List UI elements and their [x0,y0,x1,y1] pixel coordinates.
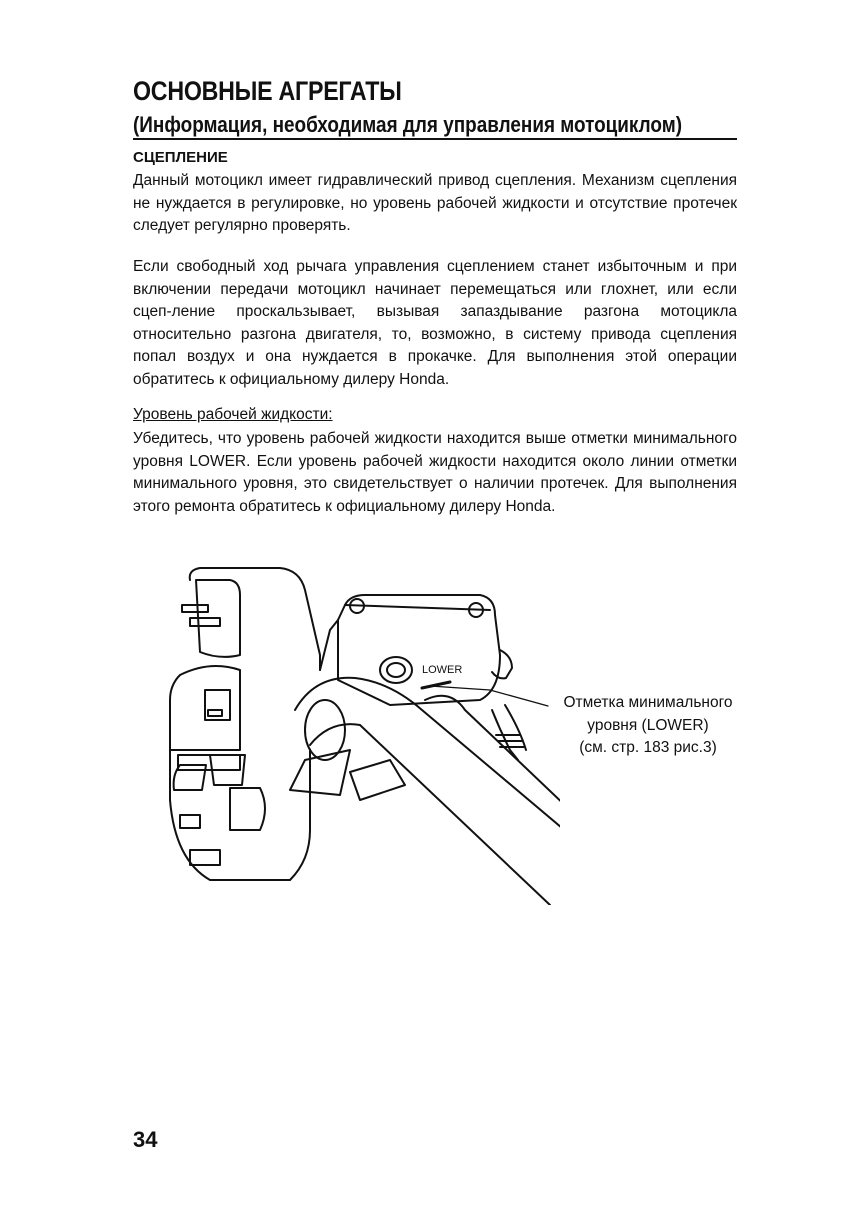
paragraph-intro: Данный мотоцикл имеет гидравлический привод сцепления. Механизм сцепления не нуждается в регулировке, но уровень рабочей жидкости и отсутствие протечек следует регулярно проверять. [133,172,737,234]
page-number: 34 [133,1127,158,1152]
switch-housing [170,568,320,880]
title-underline [133,138,737,140]
page-title: ОСНОВНЫЕ АГРЕГАТЫ [133,76,402,106]
clutch-reservoir-illustration [160,560,560,905]
handlebar [290,678,560,905]
fluid-reservoir [320,595,512,705]
page-subtitle: (Информация, необходимая для управления мотоциклом) [133,112,683,137]
paragraph-fluid-level: Убедитесь, что уровень рабочей жидкости находится выше отметки минимального уровня LOWER. Если уровень рабочей жидкости находится около линии отметки минимального уровня, это свидетельствует о наличии протечек. Для выполнения этого ремонта обратитесь к официальному дилеру Honda. [133,430,737,515]
section-heading: СЦЕПЛЕНИЕ [133,149,228,166]
lower-mark-label: LOWER [422,664,463,676]
paragraph-bleeding: Если свободный ход рычага управления сцеплением станет избыточным и при включении передачи мотоцикл начинает перемещаться или глохнет, или если сцеп-ление проскальзывает, вызывая запаздывание разгона мотоцикла относительно разгона двигателя, то, возможно, в систему привода сцепления попал воздух и она нуждается в прокачке. Для выполнения этой операции обратитесь к официальному дилеру Honda. [133,258,737,388]
fluid-level-heading: Уровень рабочей жидкости: [133,406,333,423]
lower-mark-callout: Отметка минимального уровня (LOWER) (см. стр. 183 рис.3) [563,694,733,756]
